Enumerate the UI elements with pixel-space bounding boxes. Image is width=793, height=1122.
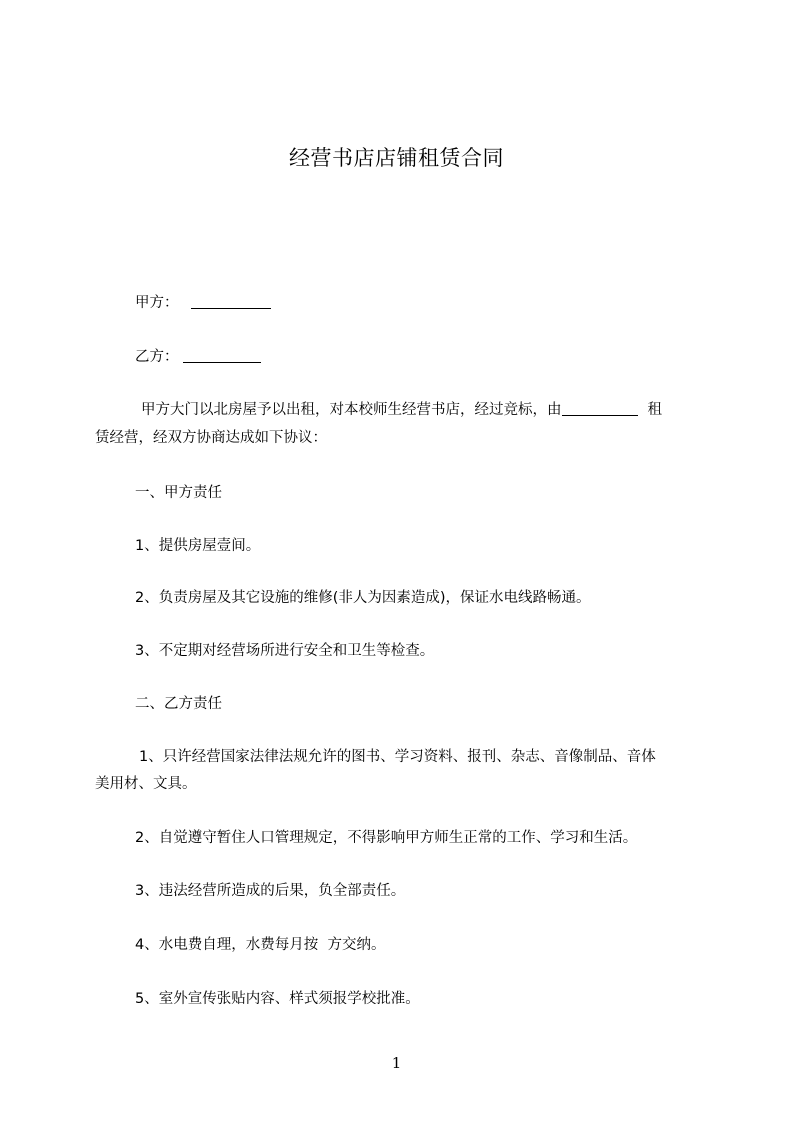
section-2-item-1-line-2: 美用材、文具。 xyxy=(95,776,197,792)
document-title: 经营书店店铺租赁合同 xyxy=(289,146,504,170)
page-number: 1 xyxy=(391,1054,402,1072)
section-2-item-5: 5、室外宣传张贴内容、样式须报学校批准。 xyxy=(135,991,420,1007)
section-1-item-1: 1、提供房屋壹间。 xyxy=(135,538,261,554)
party-a-blank xyxy=(191,294,271,309)
section-2-item-1-line-1: 1、只许经营国家法律法规允许的图书、学习资料、报刊、杂志、音像制品、音体 xyxy=(139,749,656,765)
party-a-line xyxy=(135,291,271,312)
section-2-item-4: 4、水电费自理，水费每月按 方交纳。 xyxy=(135,937,386,953)
section-2-item-3: 3、违法经营所造成的后果，负全部责任。 xyxy=(135,883,406,899)
section-1-item-3: 3、不定期对经营场所进行安全和卫生等检查。 xyxy=(135,643,435,659)
intro-text-2: 租 xyxy=(647,402,662,418)
lessee-blank xyxy=(562,401,638,416)
party-a-label: 甲方： xyxy=(135,295,179,311)
section-1-item-2: 2、负责房屋及其它设施的维修(非人为因素造成)，保证水电线路畅通。 xyxy=(135,590,591,606)
party-b-line xyxy=(135,345,261,366)
party-b-label: 乙方： xyxy=(135,349,179,365)
party-b-blank xyxy=(183,348,261,363)
intro-line-2: 赁经营，经双方协商达成如下协议： xyxy=(95,430,327,446)
section-2-item-2: 2、自觉遵守暂住人口管理规定，不得影响甲方师生正常的工作、学习和生活。 xyxy=(135,830,638,846)
section-2-heading: 二、乙方责任 xyxy=(135,696,222,712)
intro-line-1 xyxy=(141,398,662,419)
section-1-heading: 一、甲方责任 xyxy=(135,485,222,501)
intro-text-1: 甲方大门以北房屋予以出租，对本校师生经营书店，经过竞标，由 xyxy=(141,402,562,418)
